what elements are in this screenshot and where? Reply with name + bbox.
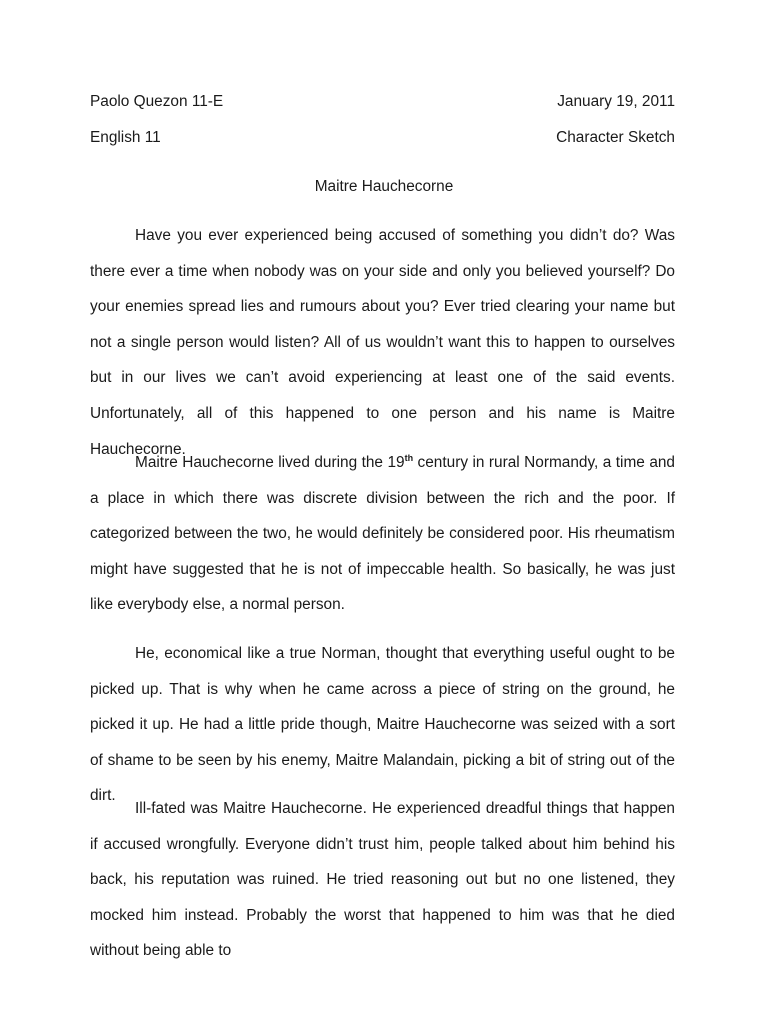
course-line: English 11 [90,129,161,146]
paragraph-2-text-start: Maitre Hauchecorne lived during the 19 [135,454,405,471]
author-line: Paolo Quezon 11-E [90,93,224,110]
date-line: January 19, 2011 [557,93,675,110]
paragraph-2 [90,445,675,623]
paragraph-4: Ill-fated was Maitre Hauchecorne. He experienced dreadful things that happen if accused wrongfully. Everyone didn’t trust him, people talked about him behind his back, his reputation was ruined. He tried reasoning out but no one listened, they mocked him instead. Probably the worst that happened to him was that he died without being able to [90,800,675,960]
paragraph-1: Have you ever experienced being accused of something you didn’t do? Was there ever a time when nobody was on your side and only you believed yourself? Do your enemies spread lies and rumours about you? Ever tried clearing your name but not a single person would listen? All of us wouldn’t want this to happen to ourselves but in our lives we can’t avoid experiencing at least one of the said events. Unfortunately, all of this happened to one person and his name is Maitre Hauchecorne. [90,227,675,458]
assignment-line: Character Sketch [556,129,675,146]
paragraph-3: He, economical like a true Norman, thought that everything useful ought to be picked up. That is why when he came across a piece of string on the ground, he picked it up. He had a little pride though, Maitre Hauchecorne was seized with a sort of shame to be seen by his enemy, Maitre Malandain, picking a bit of string out of the dirt. [90,645,675,805]
paragraph-2-text-end: century in rural Normandy, a time and a place in which there was discrete division between the rich and the poor. If categorized between the two, he would definitely be considered poor. His rheumatism might have suggested that he is not of impeccable health. So basically, he was just like everybody else, a normal person. [90,454,675,614]
document-title: Maitre Hauchecorne [314,178,454,195]
ordinal-suffix: th [404,452,414,463]
